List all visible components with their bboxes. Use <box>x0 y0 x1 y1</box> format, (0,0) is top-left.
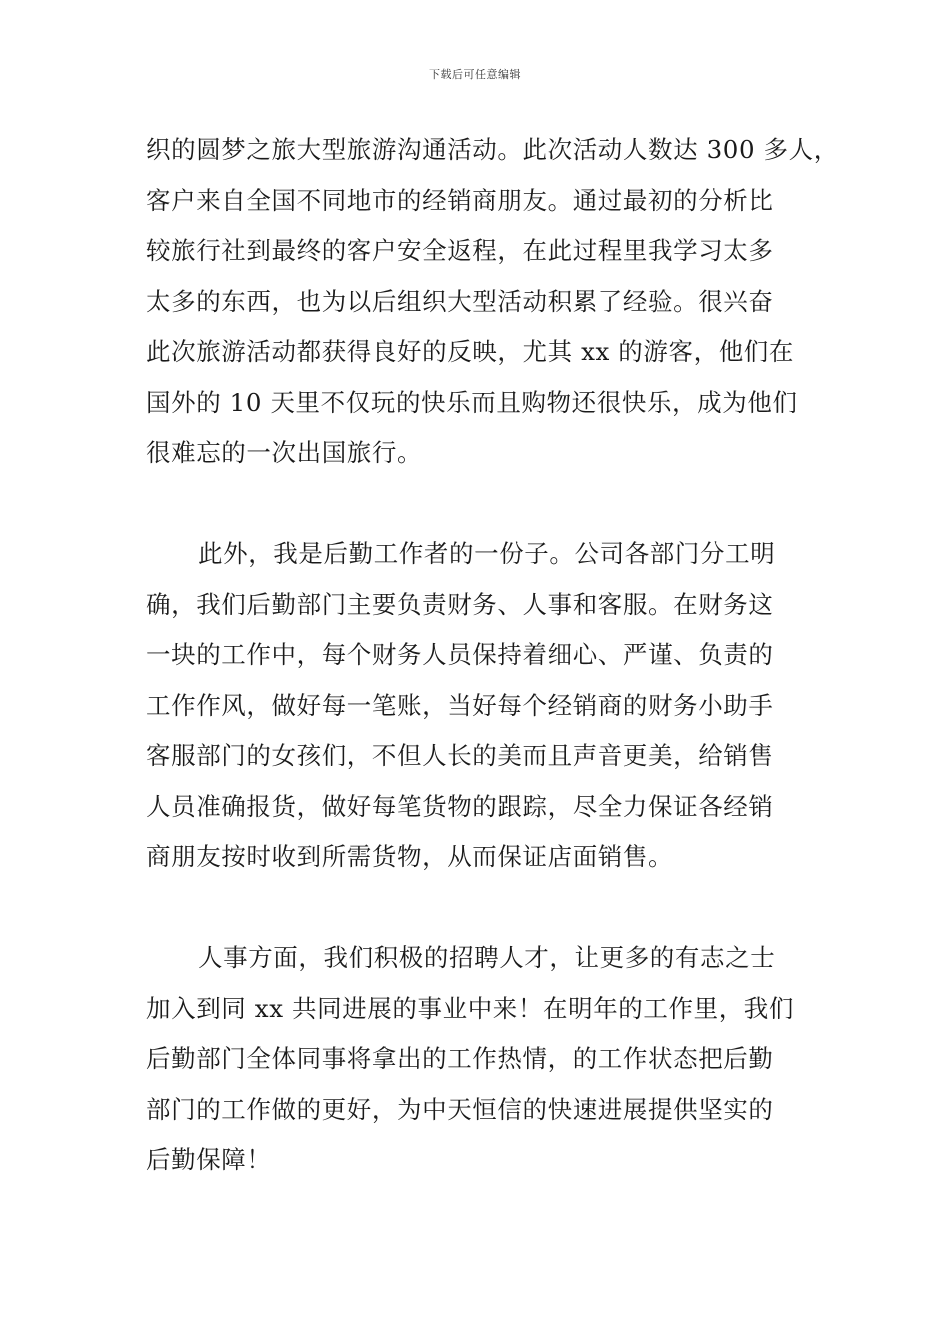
text-line: 一块的工作中，每个财务人员保持着细心、严谨、负责的 <box>146 640 774 669</box>
text-line: 加入到同 xx 共同进展的事业中来！在明年的工作里，我们 <box>146 993 795 1023</box>
paragraph-2 <box>146 529 814 883</box>
text-line: 部门的工作做的更好，为中天恒信的快速进展提供坚实的 <box>146 1094 774 1124</box>
text-line: 商朋友按时收到所需货物，从而保证店面销售。 <box>146 842 674 871</box>
text-line: 客户来自全国不同地市的经销商朋友。通过最初的分析比 <box>146 185 774 215</box>
page-header: 下载后可任意编辑 <box>429 68 521 81</box>
paragraph-spacer <box>146 883 814 934</box>
text-line: 人事方面，我们积极的招聘人才，让更多的有志之士 <box>198 943 776 972</box>
text-line: 太多的东西，也为以后组织大型活动积累了经验。很兴奋 <box>146 286 774 316</box>
text-line: 客服部门的女孩们，不但人长的美而且声音更美，给销售 <box>146 741 774 770</box>
text-line: 此次旅游活动都获得良好的反映，尤其 xx 的游客，他们在 <box>146 337 795 366</box>
paragraph-1 <box>146 125 839 479</box>
text-line: 工作作风，做好每一笔账，当好每个经销商的财务小助手 <box>146 690 774 720</box>
paragraph-spacer <box>146 479 814 530</box>
text-line: 较旅行社到最终的客户安全返程，在此过程里我学习太多 <box>146 236 774 265</box>
text-line: 确，我们后勤部门主要负责财务、人事和客服。在财务这 <box>146 589 774 619</box>
text-line: 很难忘的一次出国旅行。 <box>146 438 423 467</box>
text-line: 后勤保障！ <box>146 1145 272 1174</box>
text-line: 国外的 10 天里不仅玩的快乐而且购物还很快乐，成为他们 <box>146 387 798 417</box>
text-line: 织的圆梦之旅大型旅游沟通活动。此次活动人数达 300 多人， <box>146 135 839 164</box>
paragraph-3 <box>146 933 814 1186</box>
text-line: 人员准确报货，做好每笔货物的跟踪，尽全力保证各经销 <box>146 791 774 821</box>
text-line: 此外，我是后勤工作者的一份子。公司各部门分工明 <box>198 539 776 568</box>
text-line: 后勤部门全体同事将拿出的工作热情，的工作状态把后勤 <box>146 1044 774 1073</box>
document-body <box>146 125 839 1186</box>
